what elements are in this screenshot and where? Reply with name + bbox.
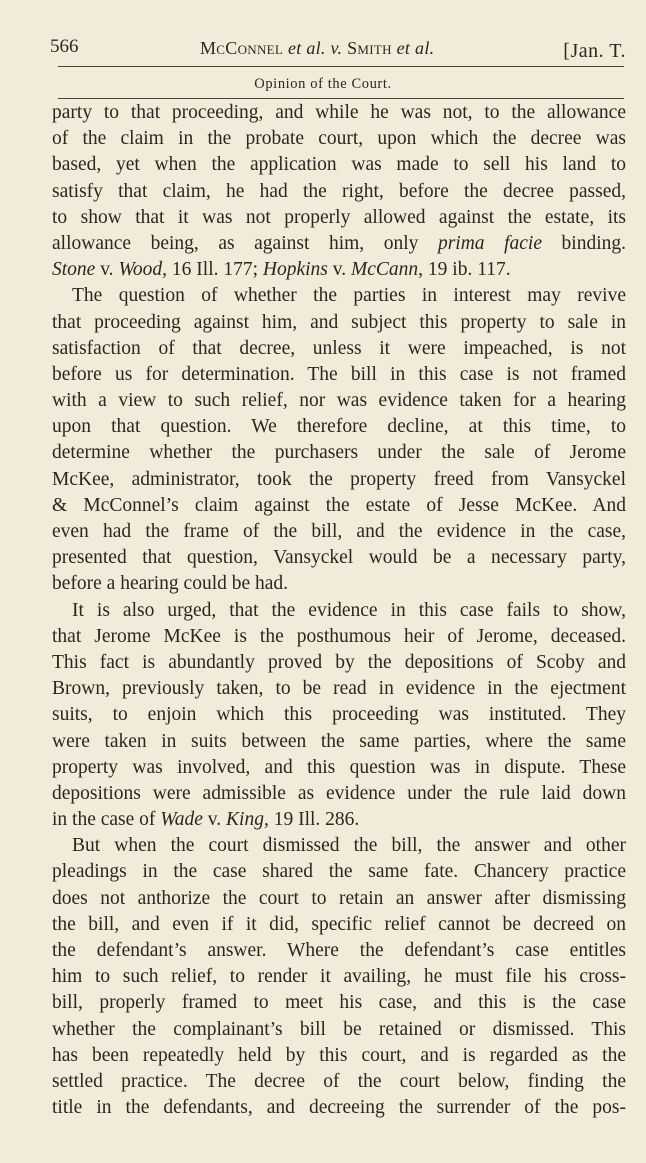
text-segment: the bill, and even if it did, specific relief cannot be decreed on <box>52 913 626 935</box>
running-title <box>200 38 434 59</box>
text-segment: 19 ib. 117. <box>423 259 511 281</box>
citation-italic: Stone <box>52 259 96 281</box>
text-line <box>52 388 626 414</box>
paragraph <box>52 598 626 834</box>
text-segment: in the case of <box>52 809 161 831</box>
text-line <box>52 1043 626 1069</box>
text-line <box>52 467 626 493</box>
text-line <box>52 257 626 283</box>
subheading-rule <box>58 98 624 99</box>
text-segment: suits, to enjoin which this proceeding was instituted. They <box>52 704 626 726</box>
header-rule <box>58 66 624 67</box>
text-segment: McKee, administrator, took the property freed from Vansyckel <box>52 468 626 490</box>
text-segment: But when the court dismissed the bill, the answer and other <box>72 835 626 857</box>
text-segment: 16 Ill. 177; <box>167 259 263 281</box>
text-segment: v. <box>95 259 119 281</box>
text-line <box>52 519 626 545</box>
text-line <box>52 755 626 781</box>
paragraph <box>52 833 626 1121</box>
text-segment: The question of whether the parties in interest may revive <box>72 285 626 307</box>
text-line <box>52 807 626 833</box>
text-segment: pleadings in the case shared the same fate. Chancery practice <box>52 861 626 883</box>
text-segment: were taken in suits between the same parties, where the same <box>52 730 626 752</box>
text-segment: satisfaction of that decree, unless it were impeached, is not <box>52 337 626 359</box>
text-line <box>52 886 626 912</box>
text-segment: satisfy that claim, he had the right, before the decree passed, <box>52 180 626 202</box>
citation-italic: Wade <box>160 809 203 831</box>
text-line <box>52 990 626 1016</box>
paragraph <box>52 283 626 597</box>
section-subheading: Opinion of the Court. <box>254 76 392 92</box>
running-header <box>50 34 630 64</box>
text-line <box>52 179 626 205</box>
text-segment: of the claim in the probate court, upon which the decree was <box>52 128 626 150</box>
citation-italic: Hopkins <box>262 259 328 281</box>
text-line <box>52 964 626 990</box>
citation-italic: prima facie <box>437 232 542 254</box>
text-line <box>52 310 626 336</box>
text-line <box>52 283 626 309</box>
text-line <box>52 1069 626 1095</box>
running-title-etal: et al. <box>396 38 435 58</box>
term-label: [Jan. T. <box>563 40 626 62</box>
text-line <box>52 938 626 964</box>
text-line <box>52 362 626 388</box>
text-line <box>52 126 626 152</box>
running-title-etal-v: et al. v. <box>287 38 343 58</box>
text-line <box>52 231 626 257</box>
text-segment: & McConnel’s claim against the estate of Jesse McKee. And <box>52 494 626 516</box>
text-segment: that Jerome McKee is the posthumous heir of Jerome, deceased. <box>52 625 626 647</box>
text-line <box>52 1017 626 1043</box>
text-line <box>52 571 626 597</box>
text-segment: before us for determination. The bill in this case is not framed <box>52 363 626 385</box>
running-title-defendant: Smith <box>342 38 397 58</box>
text-line <box>52 624 626 650</box>
text-line <box>52 729 626 755</box>
text-line <box>52 676 626 702</box>
text-line <box>52 336 626 362</box>
text-line <box>52 440 626 466</box>
text-segment: This fact is abundantly proved by the depositions of Scoby and <box>52 651 626 673</box>
text-line <box>52 545 626 571</box>
text-segment: before a hearing could be had. <box>52 573 289 595</box>
text-line <box>52 912 626 938</box>
text-line <box>52 598 626 624</box>
text-segment: settled practice. The decree of the court below, finding the <box>52 1070 626 1092</box>
text-segment: depositions were admissible as evidence under the rule laid down <box>52 782 626 804</box>
text-line <box>52 205 626 231</box>
text-segment: Brown, previously taken, to be read in evidence in the ejectment <box>52 678 626 700</box>
text-segment: whether the complainant’s bill be retained or dismissed. This <box>52 1018 626 1040</box>
text-segment: binding. <box>541 232 627 254</box>
text-line <box>52 650 626 676</box>
page-number: 566 <box>50 36 79 57</box>
text-segment: v. <box>202 809 227 831</box>
text-segment: has been repeatedly held by this court, and is regarded as the <box>52 1044 626 1066</box>
text-segment: even had the frame of the bill, and the evidence in the case, <box>52 521 626 542</box>
text-segment: It is also urged, that the evidence in this case fails to show, <box>72 599 626 621</box>
text-line <box>52 859 626 885</box>
citation-italic: Wood, <box>118 259 168 281</box>
citation-italic: King, <box>226 809 269 831</box>
text-line <box>52 781 626 807</box>
text-segment: the defendant’s answer. Where the defendant’s case entitles <box>52 940 626 961</box>
text-segment: property was involved, and this question was in dispute. These <box>52 756 626 778</box>
text-line <box>52 493 626 519</box>
text-segment: upon that question. We therefore decline, at this time, to <box>52 416 626 438</box>
paragraph <box>52 100 626 283</box>
text-segment: party to that proceeding, and while he was not, to the allowance <box>52 102 626 123</box>
text-segment: allowance being, as against him, only <box>52 232 438 254</box>
text-line <box>52 100 626 126</box>
text-segment: title in the defendants, and decreeing the surrender of the pos- <box>52 1097 626 1119</box>
text-segment: to show that it was not properly allowed against the estate, its <box>52 206 626 228</box>
text-segment: 19 Ill. 286. <box>268 809 360 831</box>
text-line <box>52 702 626 728</box>
text-segment: determine whether the purchasers under the sale of Jerome <box>52 442 626 464</box>
citation-italic: McCann, <box>351 259 424 281</box>
text-line <box>52 1095 626 1121</box>
text-segment: that proceeding against him, and subject this property to sale in <box>52 311 626 333</box>
opinion-text <box>52 100 626 1121</box>
text-segment: does not anthorize the court to retain an answer after dismissing <box>52 887 626 909</box>
text-segment: based, yet when the application was made to sell his land to <box>52 154 626 176</box>
text-line <box>52 833 626 859</box>
text-segment: presented that question, Vansyckel would be a necessary party, <box>52 547 626 569</box>
text-segment: with a view to such relief, nor was evidence taken for a hearing <box>52 390 626 412</box>
text-line <box>52 152 626 178</box>
text-line <box>52 414 626 440</box>
text-segment: bill, properly framed to meet his case, and this is the case <box>52 992 626 1014</box>
text-segment: v. <box>327 259 352 281</box>
text-segment: him to such relief, to render it availing, he must file his cross- <box>52 966 626 988</box>
running-title-plaintiff: McConnel <box>200 38 288 58</box>
